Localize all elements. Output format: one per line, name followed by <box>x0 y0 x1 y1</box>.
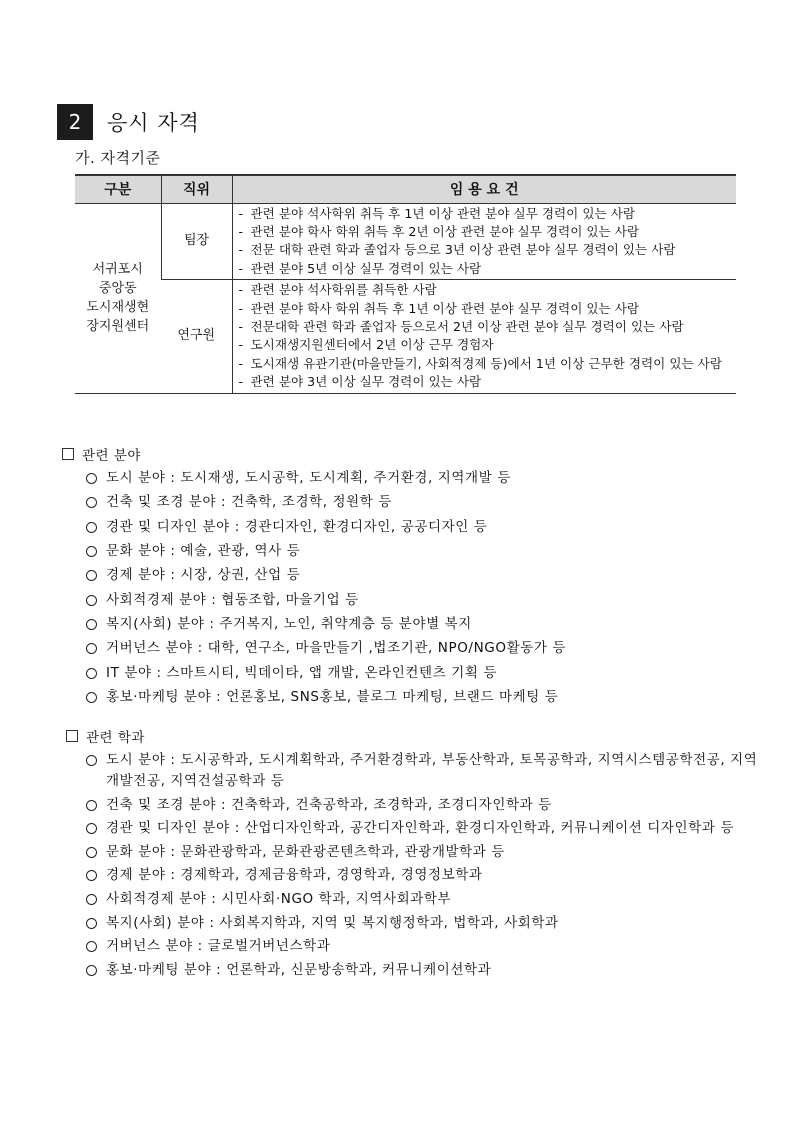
circle-bullet-icon <box>86 595 97 606</box>
circle-bullet-icon <box>86 668 97 679</box>
checkbox-square-icon <box>62 448 74 460</box>
circle-bullet-icon <box>86 755 97 766</box>
list-item: 경제 분야 : 시장, 상권, 산업 등 <box>62 565 762 586</box>
circle-bullet-icon <box>86 643 97 654</box>
list-item: 경관 및 디자인 분야 : 경관디자인, 환경디자인, 공공디자인 등 <box>62 517 762 538</box>
list-item: 건축 및 조경 분야 : 건축학, 조경학, 정원학 등 <box>62 492 762 513</box>
list-item: 거버넌스 분야 : 글로벌거버넌스학과 <box>66 936 766 957</box>
position-cell: 연구원 <box>161 280 232 393</box>
requirement-item: - 전문대학 관련 학과 졸업자 등으로서 2년 이상 관련 분야 실무 경력이 있는 사람 <box>238 318 684 334</box>
circle-bullet-icon <box>86 692 97 703</box>
related-majors-heading <box>66 726 766 746</box>
requirement-item: - 관련 분야 학사 학위 취득 후 1년 이상 관련 분야 실무 경력이 있는 사람 <box>238 300 640 316</box>
circle-bullet-icon <box>86 894 97 905</box>
related-majors-section <box>66 726 766 983</box>
checkbox-square-icon <box>66 730 78 742</box>
section-heading <box>57 104 200 140</box>
circle-bullet-icon <box>86 941 97 952</box>
list-item: 경제 분야 : 경제학과, 경제금융학과, 경영학과, 경영정보학과 <box>66 865 766 886</box>
list-item: 사회적경제 분야 : 협동조합, 마을기업 등 <box>62 590 762 611</box>
circle-bullet-icon <box>86 847 97 858</box>
requirement-item: - 관련 분야 3년 이상 실무 경력이 있는 사람 <box>238 374 482 390</box>
table-row <box>75 203 736 280</box>
circle-bullet-icon <box>86 918 97 929</box>
position-cell: 팀장 <box>161 203 232 280</box>
section-title: 응시 자격 <box>107 111 200 135</box>
list-item: 복지(사회) 분야 : 사회복지학과, 지역 및 복지행정학과, 법학과, 사회학과 <box>66 913 766 934</box>
table-row <box>75 280 736 393</box>
list-item: 사회적경제 분야 : 시민사회·NGO 학과, 지역사회과학부 <box>66 889 766 910</box>
circle-bullet-icon <box>86 870 97 881</box>
circle-bullet-icon <box>86 823 97 834</box>
requirement-item: - 관련 분야 5년 이상 실무 경력이 있는 사람 <box>238 260 482 276</box>
list-item: IT 분야 : 스마트시티, 빅데이타, 앱 개발, 온라인컨텐츠 기획 등 <box>62 663 762 684</box>
circle-bullet-icon <box>86 965 97 976</box>
qualification-table <box>75 174 736 394</box>
related-fields-section <box>62 444 762 711</box>
circle-bullet-icon <box>86 546 97 557</box>
org-cell <box>75 203 161 393</box>
requirement-item: - 전문 대학 관련 학과 졸업자 등으로 3년 이상 관련 분야 실무 경력이 있는 사람 <box>238 242 676 258</box>
org-line: 중앙동 <box>98 281 137 297</box>
related-fields-title: 관련 분야 <box>82 448 141 464</box>
header-requirements: 임 용 요 건 <box>232 175 736 203</box>
list-item: 도시 분야 : 도시재생, 도시공학, 도시계획, 주거환경, 지역개발 등 <box>62 468 762 489</box>
requirement-item: - 도시재생지원센터에서 2년 이상 근무 경험자 <box>238 337 494 353</box>
circle-bullet-icon <box>86 800 97 811</box>
list-item: 도시 분야 : 도시공학과, 도시계획학과, 주거환경학과, 부동산학과, 토목공학과, 지역시스템공학전공, 지역개발전공, 지역건설공학과 등 <box>66 750 766 792</box>
list-item: 문화 분야 : 문화관광학과, 문화관광콘텐츠학과, 관광개발학과 등 <box>66 842 766 863</box>
circle-bullet-icon <box>86 570 97 581</box>
requirements-cell <box>232 280 736 393</box>
related-fields-heading <box>62 444 762 464</box>
requirement-item: - 관련 분야 학사 학위 취득 후 2년 이상 관련 분야 실무 경력이 있는 사람 <box>238 223 640 239</box>
list-item: 홍보·마케팅 분야 : 언론학과, 신문방송학과, 커뮤니케이션학과 <box>66 960 766 981</box>
circle-bullet-icon <box>86 619 97 630</box>
requirement-item: - 관련 분야 석사학위를 취득한 사람 <box>238 282 437 298</box>
header-category: 구분 <box>75 175 161 203</box>
circle-bullet-icon <box>86 497 97 508</box>
list-item: 홍보·마케팅 분야 : 언론홍보, SNS홍보, 블로그 마케팅, 브랜드 마케팅 등 <box>62 687 762 708</box>
org-line: 장지원센터 <box>86 319 150 335</box>
requirements-cell <box>232 203 736 280</box>
requirement-item: - 관련 분야 석사학위 취득 후 1년 이상 관련 분야 실무 경력이 있는 사람 <box>238 205 636 221</box>
list-item: 거버넌스 분야 : 대학, 연구소, 마을만들기 ,법조기관, NPO/NGO활동가 등 <box>62 638 762 659</box>
subsection-title: 가. 자격기준 <box>75 149 161 167</box>
header-position: 직위 <box>161 175 232 203</box>
org-line: 도시재생현 <box>86 300 150 316</box>
list-item: 문화 분야 : 예술, 관광, 역사 등 <box>62 541 762 562</box>
section-number: 2 <box>57 104 93 140</box>
list-item: 경관 및 디자인 분야 : 산업디자인학과, 공간디자인학과, 환경디자인학과, 커뮤니케이션 디자인학과 등 <box>66 818 766 839</box>
related-majors-title: 관련 학과 <box>86 730 145 746</box>
requirement-item: - 도시재생 유관기관(마을만들기, 사회적경제 등)에서 1년 이상 근무한 경력이 있는 사람 <box>238 355 722 371</box>
table-header-row <box>75 175 736 203</box>
list-item: 건축 및 조경 분야 : 건축학과, 건축공학과, 조경학과, 조경디자인학과 등 <box>66 795 766 816</box>
circle-bullet-icon <box>86 473 97 484</box>
list-item: 복지(사회) 분야 : 주거복지, 노인, 취약계층 등 분야별 복지 <box>62 614 762 635</box>
circle-bullet-icon <box>86 522 97 533</box>
org-line: 서귀포시 <box>92 262 143 278</box>
